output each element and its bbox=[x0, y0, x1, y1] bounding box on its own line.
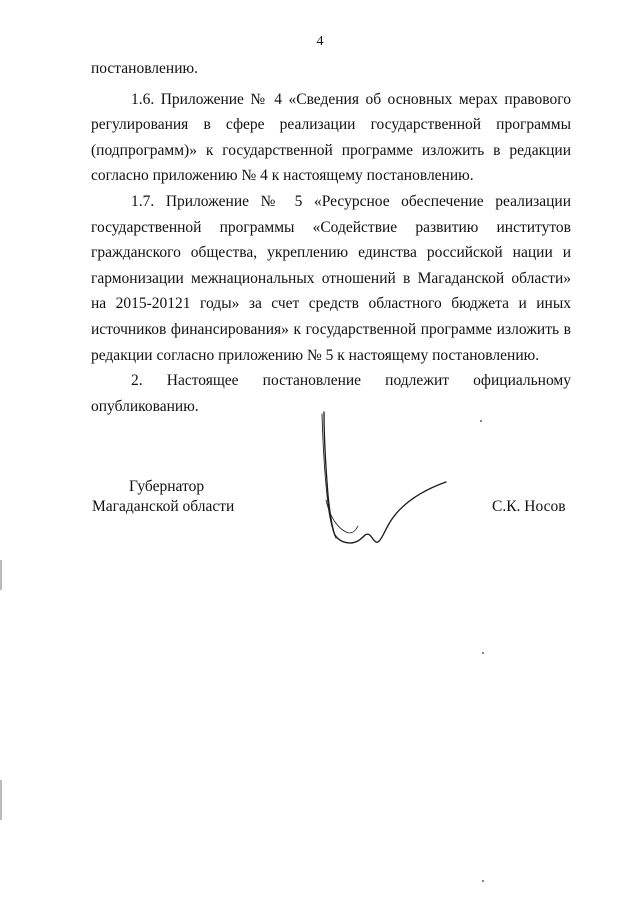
signatory-title-line-1: Губернатор bbox=[129, 478, 205, 495]
signatory-title-line-2: Магаданской области bbox=[92, 498, 235, 515]
page-number: 4 bbox=[316, 34, 324, 49]
document-body bbox=[91, 56, 571, 419]
paragraph-1-7: 1.7. Приложение № 5 «Ресурсное обеспечение реализации государственной программы «Содействие развитию институтов гражданского общества, укреплению единства российской нации и гармонизации межнациональных отношений в Магаданской области» на 2015-20121 годы» за счет средств областного бюджета и иных источников финансирования» к государственной программе изложить в редакции согласно приложению № 5 к настоящему постановлению. bbox=[91, 192, 571, 364]
paragraph-1-6: 1.6. Приложение № 4 «Сведения об основных мерах правового регулирования в сфере реализации государственной программы (подпрограмм)» к государственной программе изложить в редакции согласно приложению № 4 к настоящему постановлению. bbox=[91, 90, 571, 185]
scan-edge-mark bbox=[0, 560, 2, 590]
signatory-name: С.К. Носов bbox=[492, 498, 566, 515]
continuation-text: постановлению. bbox=[91, 60, 198, 77]
handwritten-signature bbox=[300, 400, 460, 560]
scan-speck bbox=[482, 652, 484, 654]
paragraph-2: 2. Настоящее постановление подлежит официальному опубликованию. bbox=[91, 372, 571, 415]
scan-speck bbox=[482, 880, 484, 882]
scan-speck bbox=[480, 420, 482, 422]
scan-edge-mark bbox=[0, 780, 2, 820]
